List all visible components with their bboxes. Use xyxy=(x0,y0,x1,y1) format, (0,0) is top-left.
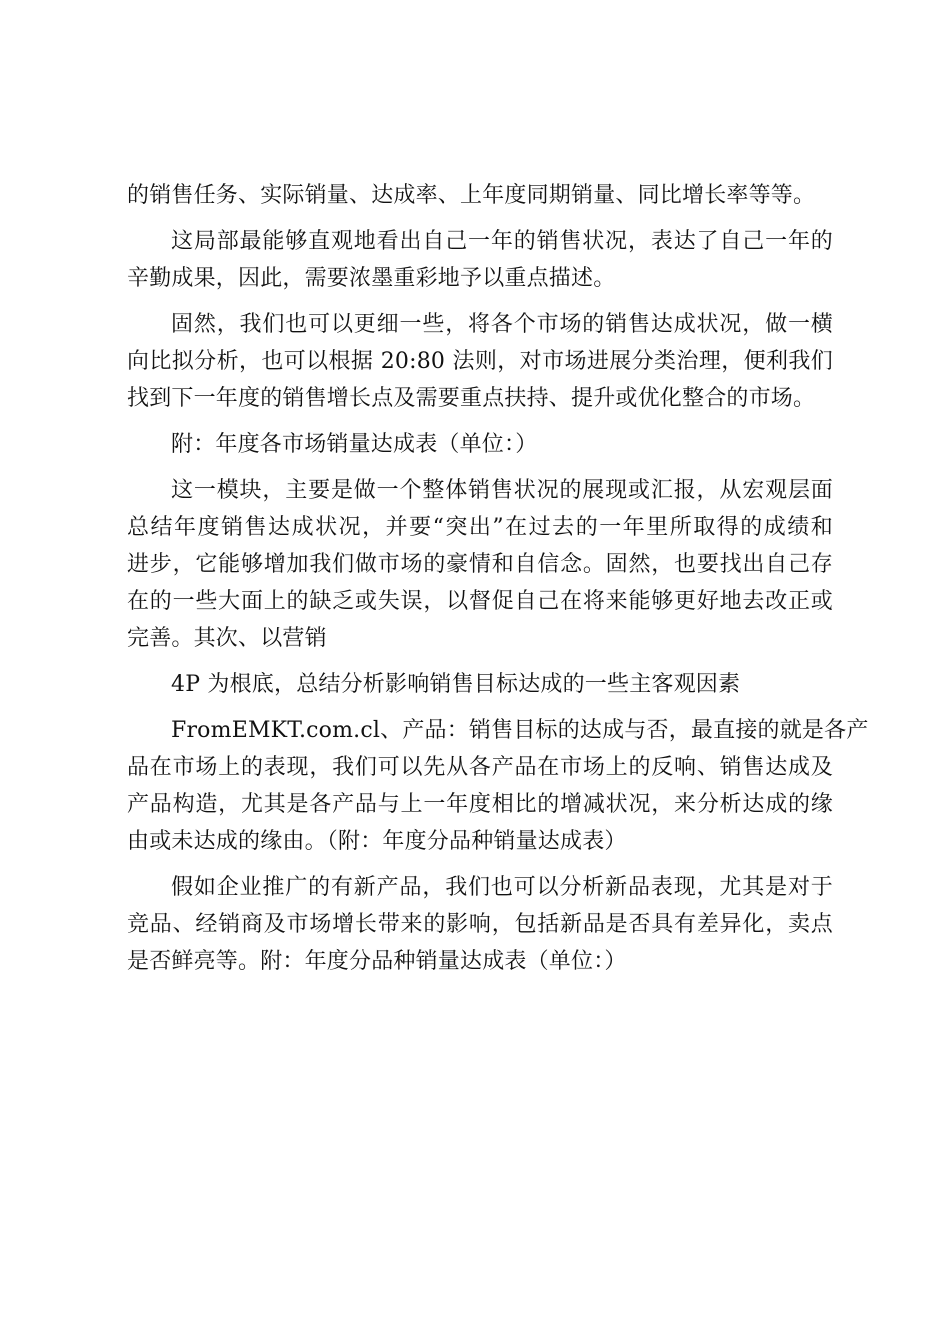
paragraph-line: 完善。其次、以营销 xyxy=(127,626,327,651)
paragraph-line: 是否鲜亮等。附：年度分品种销量达成表（单位：） xyxy=(127,949,627,974)
paragraph-line: 辛勤成果，因此，需要浓墨重彩地予以重点描述。 xyxy=(127,266,616,291)
paragraph-line: 在的一些大面上的缺乏或失误，以督促自己在将来能够更好地去改正或 xyxy=(127,589,833,614)
paragraph-line: 竞品、经销商及市场增长带来的影响，包括新品是否具有差异化，卖点 xyxy=(127,912,833,937)
paragraph xyxy=(127,712,869,860)
paragraph-line: 固然，我们也可以更细一些，将各个市场的销售达成状况，做一横 xyxy=(171,312,833,337)
paragraph xyxy=(127,426,833,463)
paragraph xyxy=(127,869,833,980)
paragraph-line: 4P 为根底，总结分析影响销售目标达成的一些主客观因素 xyxy=(171,672,741,697)
paragraph-line: FromEMKT.com.cl、产品：销售目标的达成与否，最直接的就是各产 xyxy=(171,718,869,743)
paragraph-line: 进步，它能够增加我们做市场的豪情和自信念。固然，也要找出自己存 xyxy=(127,552,833,577)
paragraph-line: 产品构造，尤其是各产品与上一年度相比的增减状况，来分析达成的缘 xyxy=(127,792,833,817)
paragraph-line: 附：年度各市场销量达成表（单位：） xyxy=(171,432,538,457)
paragraph-line: 的销售任务、实际销量、达成率、上年度同期销量、同比增长率等等。 xyxy=(127,183,816,208)
paragraph-line: 这局部最能够直观地看出自己一年的销售状况，表达了自己一年的 xyxy=(171,229,833,254)
paragraph-line: 由或未达成的缘由。（附：年度分品种销量达成表） xyxy=(127,829,627,854)
paragraph-line: 假如企业推广的有新产品，我们也可以分析新品表现，尤其是对于 xyxy=(171,875,833,900)
paragraph xyxy=(127,472,833,657)
paragraph-line: 品在市场上的表现，我们可以先从各产品在市场上的反响、销售达成及 xyxy=(127,755,833,780)
paragraph-line: 这一模块，主要是做一个整体销售状况的展现或汇报，从宏观层面 xyxy=(171,478,833,503)
paragraph-line: 找到下一年度的销售增长点及需要重点扶持、提升或优化整合的市场。 xyxy=(127,386,816,411)
paragraph-line: 总结年度销售达成状况，并要“突出”在过去的一年里所取得的成绩和 xyxy=(127,515,833,540)
paragraph-line: 向比拟分析，也可以根据 20:80 法则，对市场进展分类治理，便利我们 xyxy=(127,349,833,374)
document-body xyxy=(127,177,869,989)
paragraph xyxy=(127,223,833,297)
paragraph xyxy=(127,177,833,214)
paragraph xyxy=(127,666,833,703)
paragraph xyxy=(127,306,833,417)
